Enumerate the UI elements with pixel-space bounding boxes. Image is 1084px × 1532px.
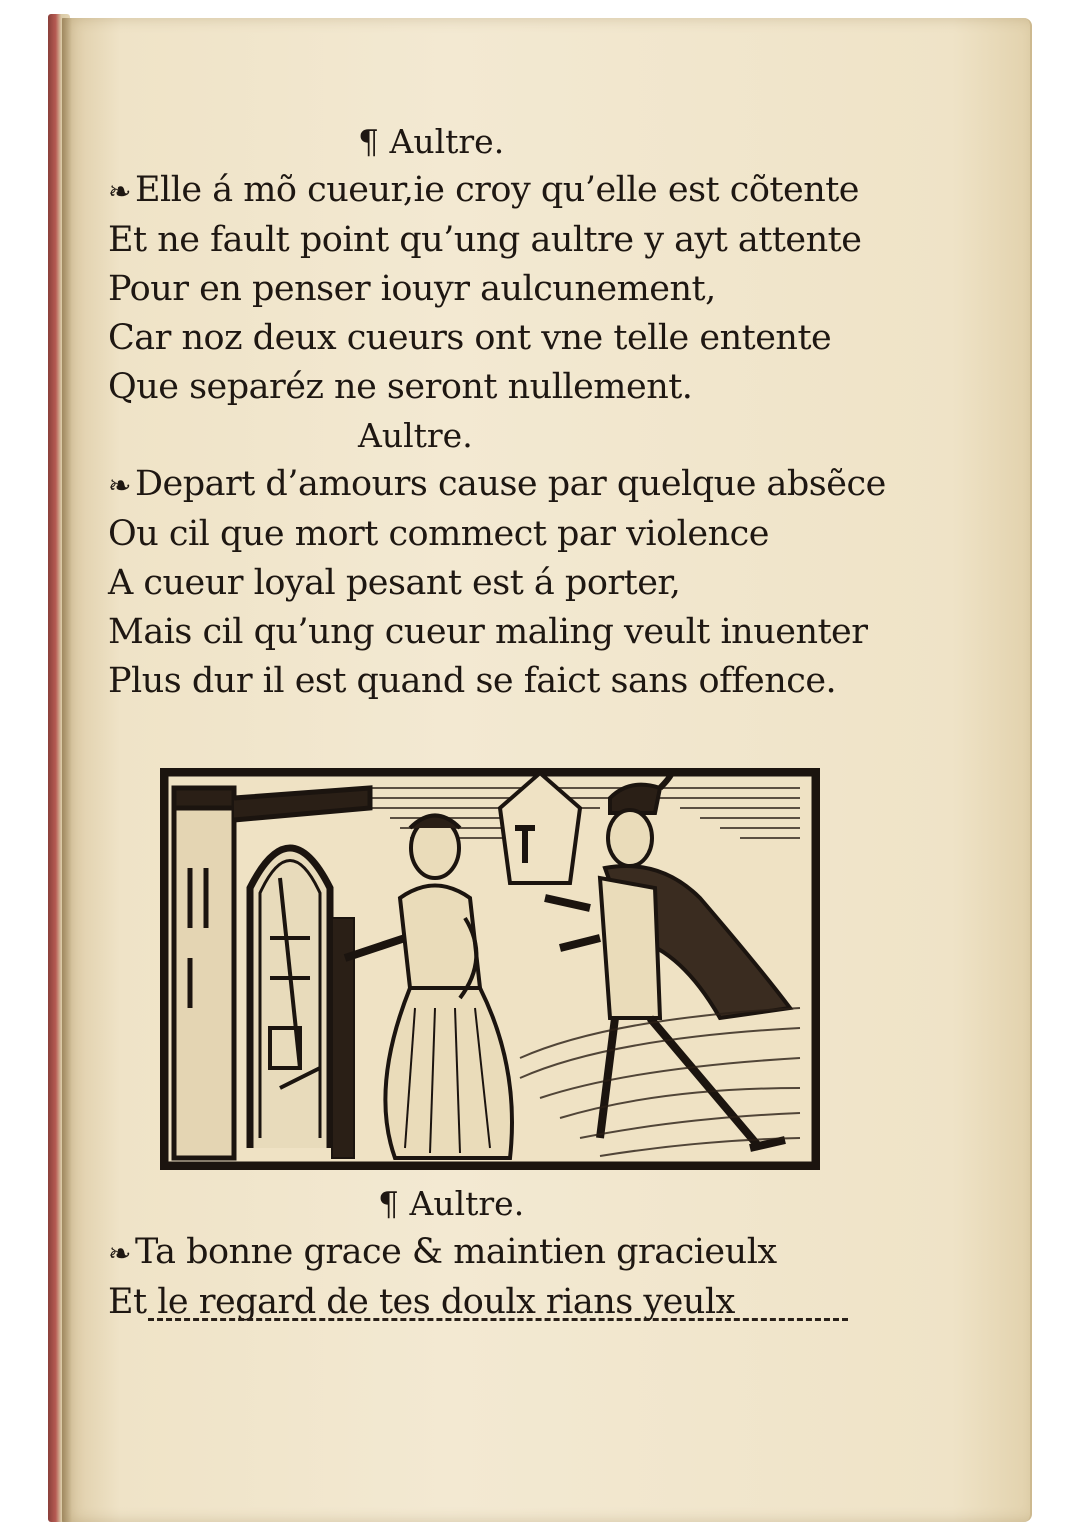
heading-aultre-1: ¶ Aultre. bbox=[358, 122, 505, 161]
stanza-3-line-1: ❧ Ta bonne grace & maintien gracieulx bbox=[108, 1232, 777, 1272]
stanza-1-line-5: Que separéz ne seront nullement. bbox=[108, 367, 693, 407]
stanza-1-line-2: Et ne fault point qu’ung aultre y ayt attente bbox=[108, 220, 862, 260]
stanza-1-line-1: ❧ Elle á mõ cueur,ie croy qu’elle est cõtente bbox=[108, 170, 860, 210]
paragraph-mark-icon: ❧ bbox=[108, 469, 131, 502]
heading-aultre-3: ¶ Aultre. bbox=[378, 1184, 525, 1223]
heading-aultre-2: Aultre. bbox=[358, 416, 473, 455]
stanza-2-line-2: Ou cil que mort commect par violence bbox=[108, 514, 769, 554]
stanza-1-line-3: Pour en penser iouyr aulcunement, bbox=[108, 269, 716, 309]
stanza-2-line-3: A cueur loyal pesant est á porter, bbox=[108, 563, 681, 603]
paragraph-mark-icon: ❧ bbox=[108, 1237, 131, 1270]
stanza-3-line-2: Et le regard de tes doulx rians yeulx bbox=[108, 1282, 735, 1322]
page-gutter-shadow bbox=[62, 18, 72, 1522]
woodcut-illustration bbox=[160, 768, 820, 1170]
upper-text-block bbox=[108, 118, 928, 706]
stanza-2-line-5: Plus dur il est quand se faict sans offence. bbox=[108, 661, 837, 701]
lower-text-block bbox=[108, 1180, 928, 1327]
stanza-2-line-1: ❧ Depart d’amours cause par quelque absẽce bbox=[108, 464, 886, 504]
page-cut-rule bbox=[148, 1318, 848, 1321]
stanza-1-line-4: Car noz deux cueurs ont vne telle entente bbox=[108, 318, 832, 358]
stanza-2-line-4: Mais cil qu’ung cueur maling veult inuenter bbox=[108, 612, 868, 652]
paragraph-mark-icon: ❧ bbox=[108, 175, 131, 208]
